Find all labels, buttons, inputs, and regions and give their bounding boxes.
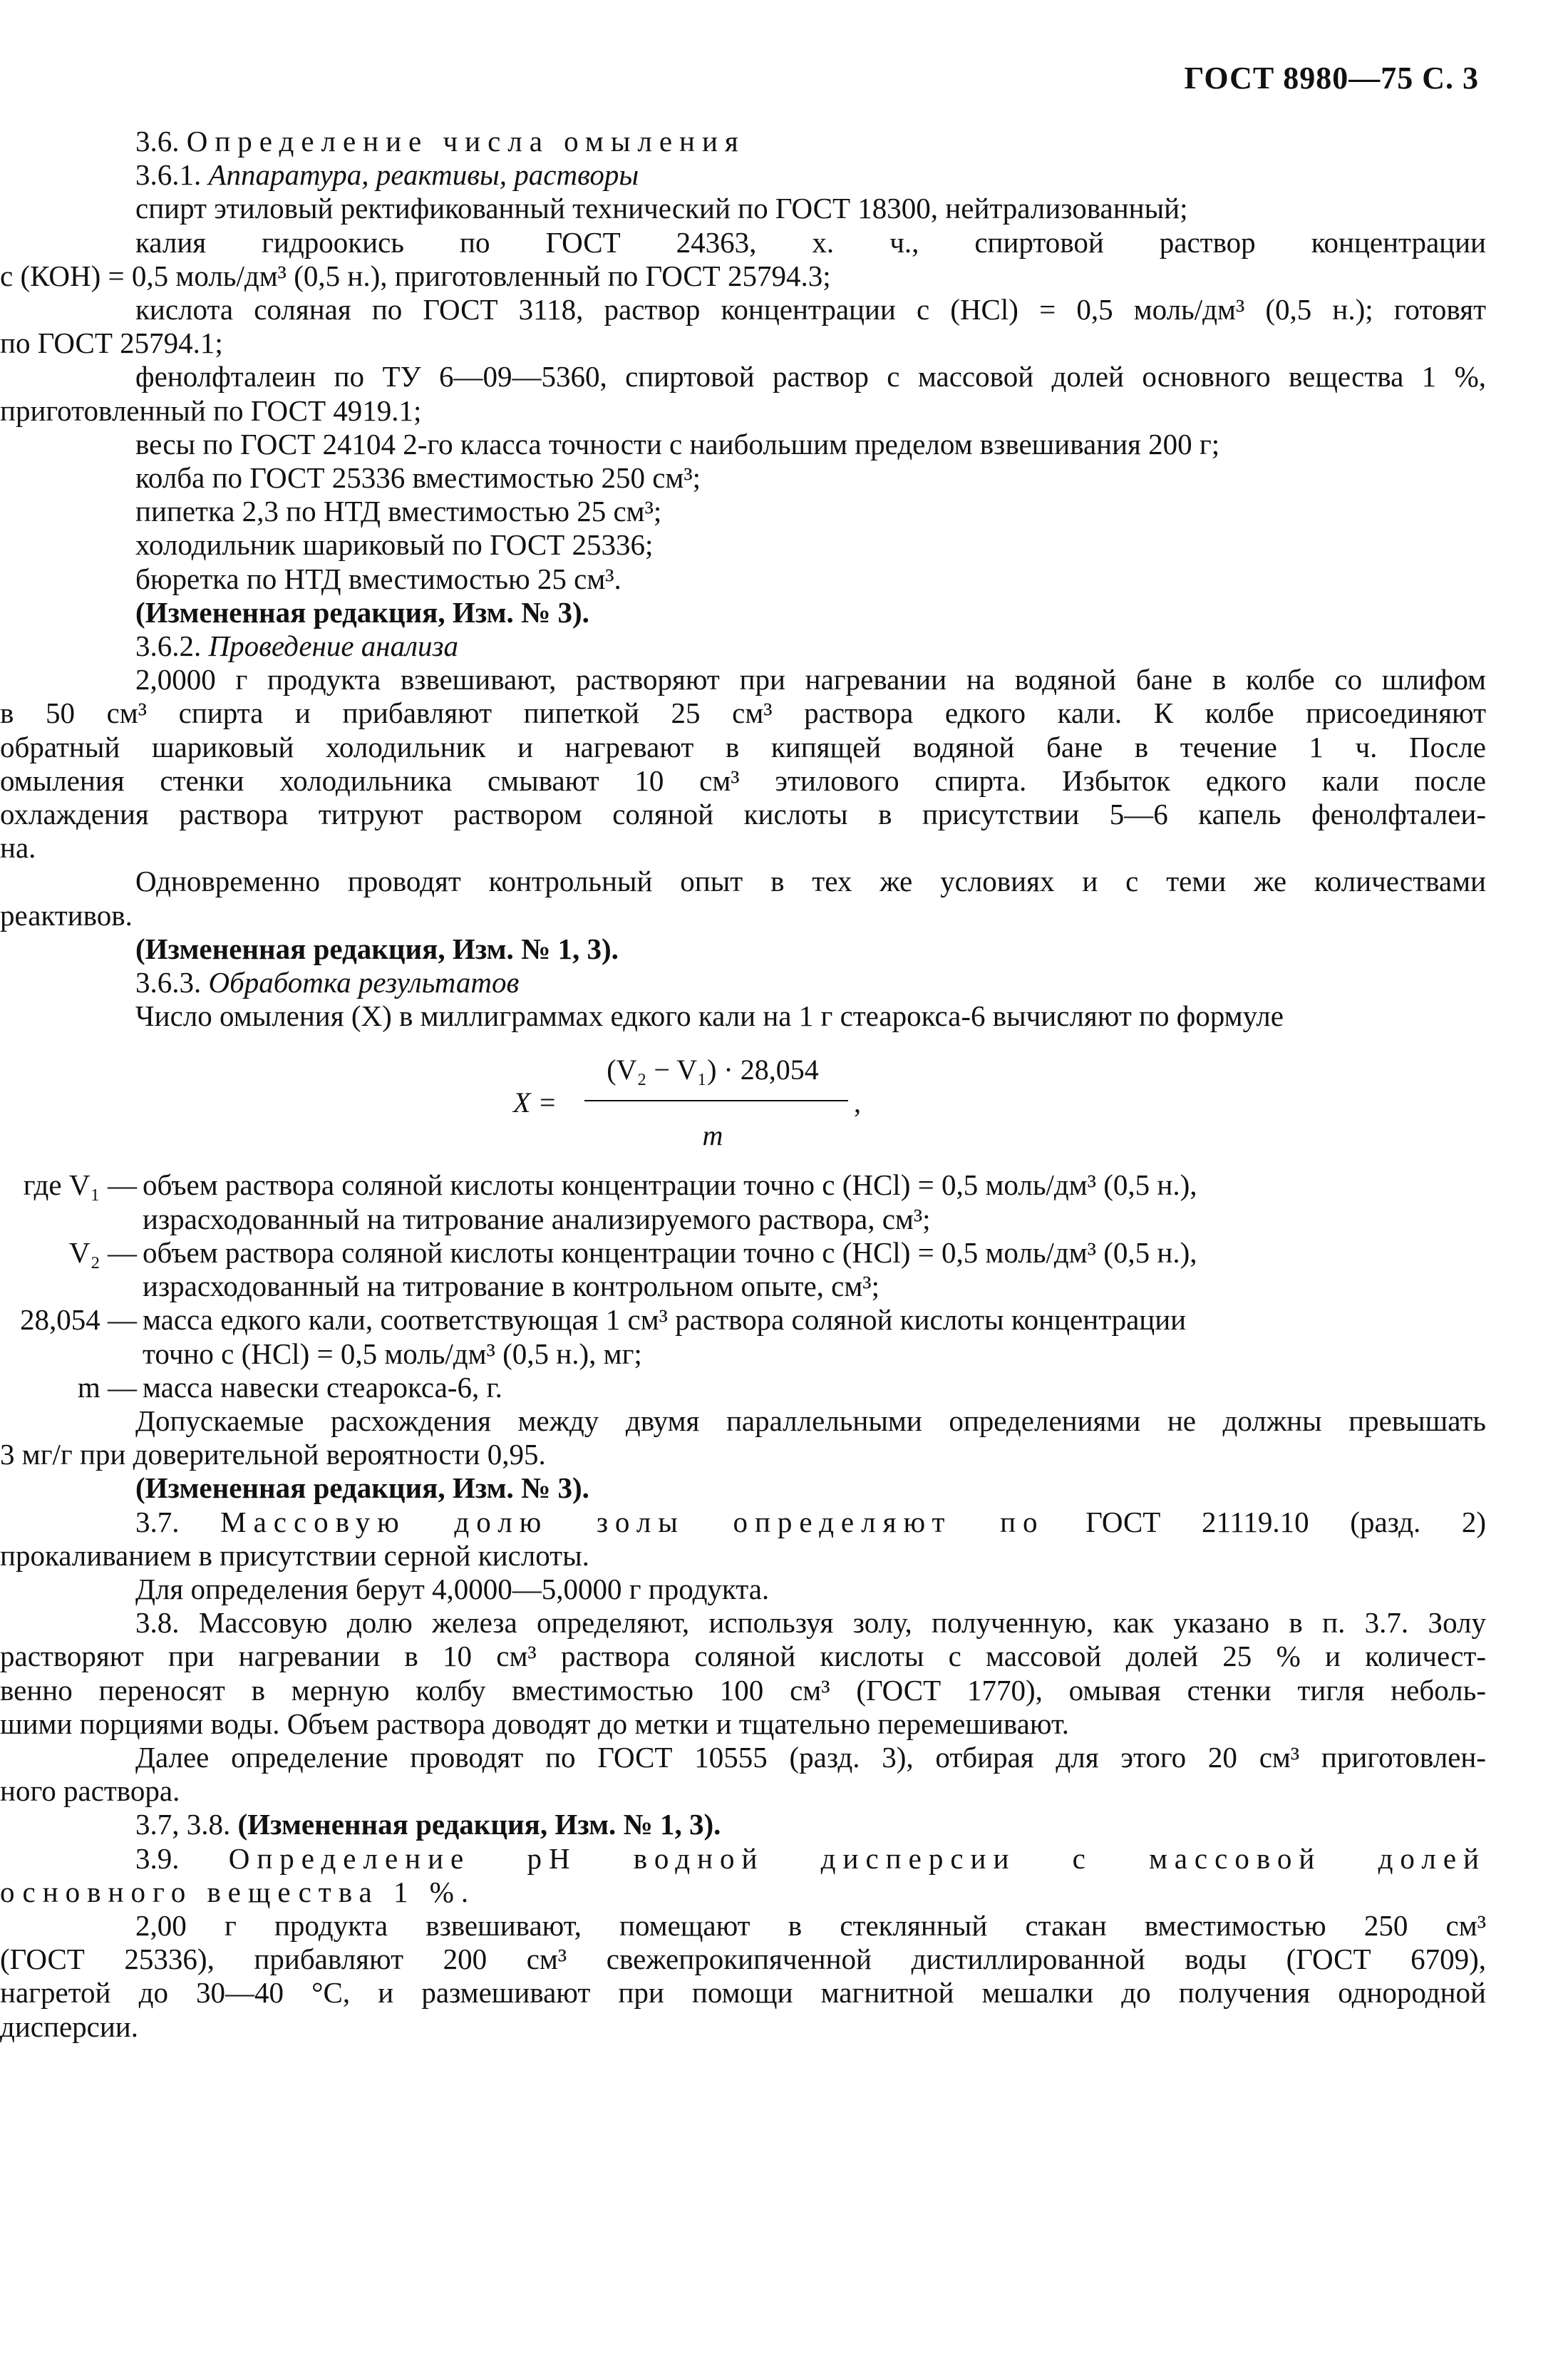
- section-number: 3.6.2.: [135, 629, 202, 663]
- section-3-6-3-heading: [135, 966, 1486, 999]
- description-line: масса едкого кали, соответствующая 1 см³ раствора соляной кислоты концентрации: [143, 1303, 1187, 1337]
- paragraph-line: растворяют при нагревании в 10 см³ раствора соляной кислоты с массовой долей 25 % и количест-: [0, 1640, 1486, 1673]
- section-3-7-heading: [135, 1506, 1486, 1539]
- section-lead: Массовую долю золы определяют по: [220, 1505, 1045, 1538]
- reagent-line: спирт этиловый ректификованный технический по ГОСТ 18300, нейтрализованный;: [135, 192, 1188, 225]
- section-title: Аппаратура, реактивы, растворы: [208, 158, 639, 192]
- section-3-8-line: 3.8. Массовую долю железа определяют, используя золу, полученную, как указано в п. 3.7. Золу: [135, 1606, 1486, 1640]
- section-3-9-heading: [135, 1842, 1486, 1876]
- reagent-line: с (КОН) = 0,5 моль/дм³ (0,5 н.), приготовленный по ГОСТ 25794.3;: [0, 259, 831, 292]
- reagent-line: приготовленный по ГОСТ 4919.1;: [0, 394, 422, 427]
- variable-label: m —: [77, 1370, 137, 1404]
- section-number: 3.9.: [135, 1841, 180, 1875]
- variable-definitions: [0, 1168, 1486, 1404]
- paragraph-line: дисперсии.: [0, 2010, 138, 2043]
- amendment-note: (Измененная редакция, Изм. № 3).: [135, 595, 589, 629]
- amendment-note: [135, 1808, 1486, 1841]
- paragraph-line: (ГОСТ 25336), прибавляют 200 см³ свежепрокипяченной дистиллированной воды (ГОСТ 6709),: [0, 1943, 1486, 1976]
- paragraph-line: 2,00 г продукта взвешивают, помещают в стеклянный стакан вместимостью 250 см³: [135, 1908, 1486, 1942]
- fraction-bar: [584, 1100, 848, 1101]
- paragraph-line: венно переносят в мерную колбу вместимостью 100 см³ (ГОСТ 1770), омывая стенки тигля неболь-: [0, 1673, 1486, 1707]
- description-line: израсходованный на титрование анализируемого раствора, см³;: [143, 1202, 931, 1235]
- reagent-line: кислота соляная по ГОСТ 3118, раствор концентрации с (HCl) = 0,5 моль/дм³ (0,5 н.); готовят: [135, 293, 1486, 326]
- variable-label: 28,054 —: [20, 1303, 137, 1337]
- section-number: 3.7.: [135, 1505, 180, 1538]
- equipment-line: бюретка по НТД вместимостью 25 см³.: [135, 562, 621, 595]
- equipment-line: весы по ГОСТ 24104 2-го класса точности с наибольшим пределом взвешивания 200 г;: [135, 427, 1220, 461]
- paragraph-line: в 50 см³ спирта и прибавляют пипеткой 25 см³ раствора едкого кали. К колбе присоединяют: [0, 696, 1486, 730]
- description-line: масса навески стеарокса-6, г.: [143, 1370, 502, 1404]
- paragraph-line: Далее определение проводят по ГОСТ 10555 (разд. 3), отбирая для этого 20 см³ приготовлен-: [135, 1740, 1486, 1774]
- paragraph-line: нагретой до 30—40 °С, и размешивают при помощи магнитной мешалки до получения однородной: [0, 1976, 1486, 2010]
- paragraph-line: 2,0000 г продукта взвешивают, растворяют при нагревании на водяной бане в колбе со шлифом: [135, 663, 1486, 696]
- paragraph-line: омыления стенки холодильника смывают 10 см³ этилового спирта. Избыток едкого кали после: [0, 763, 1486, 797]
- equipment-line: колба по ГОСТ 25336 вместимостью 250 см³;: [135, 461, 701, 495]
- paragraph-line: прокаливанием в присутствии серной кислоты.: [0, 1538, 589, 1572]
- section-title-continuation: основного вещества 1 %.: [0, 1875, 476, 1908]
- section-3-6-heading: [135, 125, 1486, 158]
- reagent-line: фенолфталеин по ТУ 6—09—5360, спиртовой раствор с массовой долей основного вещества 1 %,: [135, 360, 1486, 394]
- section-number: 3.6.3.: [135, 966, 202, 999]
- paragraph-line: 3 мг/г при доверительной вероятности 0,95.: [0, 1438, 546, 1471]
- saponification-formula: [135, 1033, 1486, 1168]
- formula-numerator: (V₂ − V₁) · 28,054: [607, 1054, 819, 1086]
- variable-description: [143, 1371, 1486, 1404]
- formula-denominator: m: [702, 1119, 723, 1152]
- section-title: Определение числа омыления: [186, 125, 746, 158]
- paragraph-line: Число омыления (X) в миллиграммах едкого кали на 1 г стеарокса-6 вычисляют по формуле: [135, 999, 1284, 1033]
- paragraph-line: Одновременно проводят контрольный опыт в тех же условиях и с теми же количествами: [135, 865, 1486, 898]
- variable-label: V₂ —: [68, 1235, 137, 1269]
- description-line: израсходованный на титрование в контрольном опыте, см³;: [143, 1270, 880, 1303]
- variable-description: [143, 1303, 1486, 1370]
- paragraph-line: Для определения берут 4,0000—5,0000 г продукта.: [135, 1572, 770, 1605]
- paragraph-line: реактивов.: [0, 898, 133, 932]
- section-number: 3.6.1.: [135, 158, 202, 192]
- section-reference: ГОСТ 21119.10 (разд. 2): [1085, 1505, 1486, 1538]
- paragraph-line: на.: [0, 831, 36, 865]
- section-3-6-2-heading: [135, 629, 1486, 663]
- section-title: Определение pH водной дисперсии с массовой долей: [228, 1841, 1486, 1875]
- equipment-line: холодильник шариковый по ГОСТ 25336;: [135, 528, 654, 562]
- description-line: точно с (HCl) = 0,5 моль/дм³ (0,5 н.), мг;: [143, 1337, 642, 1370]
- amendment-note: (Измененная редакция, Изм. № 3).: [135, 1471, 589, 1505]
- paragraph-line: обратный шариковый холодильник и нагревают в кипящей водяной бане в течение 1 ч. После: [0, 730, 1486, 763]
- paragraph-line: охлаждения раствора титруют раствором соляной кислоты в присутствии 5—6 капель фенолфталеи-: [0, 798, 1486, 831]
- formula-lhs: X =: [513, 1086, 557, 1119]
- document-body: [0, 125, 1486, 2044]
- section-title: Обработка результатов: [208, 966, 520, 999]
- page-header: ГОСТ 8980—75 С. 3: [1184, 61, 1479, 96]
- description-line: объем раствора соляной кислоты концентрации точно с (HCl) = 0,5 моль/дм³ (0,5 н.),: [143, 1235, 1197, 1269]
- amendment-text: (Измененная редакция, Изм. № 1, 3).: [237, 1808, 721, 1841]
- description-line: объем раствора соляной кислоты концентрации точно с (HCl) = 0,5 моль/дм³ (0,5 н.),: [143, 1168, 1197, 1202]
- variable-label: где V₁ —: [23, 1168, 137, 1202]
- formula-comma: ,: [854, 1086, 861, 1119]
- paragraph-line: шими порциями воды. Объем раствора доводят до метки и тщательно перемешивают.: [0, 1707, 1070, 1740]
- section-number: 3.6.: [135, 125, 180, 158]
- paragraph-line: Допускаемые расхождения между двумя параллельными определениями не должны превышать: [135, 1404, 1486, 1437]
- equipment-line: пипетка 2,3 по НТД вместимостью 25 см³;: [135, 495, 662, 528]
- section-title: Проведение анализа: [208, 629, 459, 663]
- amendment-note: (Измененная редакция, Изм. № 1, 3).: [135, 932, 619, 965]
- paragraph-line: ного раствора.: [0, 1774, 180, 1808]
- section-3-6-1-heading: [135, 158, 1486, 192]
- variable-description: [143, 1168, 1486, 1235]
- reagent-line: по ГОСТ 25794.1;: [0, 326, 223, 360]
- reagent-line: калия гидроокись по ГОСТ 24363, х. ч., спиртовой раствор концентрации: [135, 225, 1486, 259]
- section-number: 3.7, 3.8.: [135, 1808, 231, 1841]
- variable-description: [143, 1236, 1486, 1303]
